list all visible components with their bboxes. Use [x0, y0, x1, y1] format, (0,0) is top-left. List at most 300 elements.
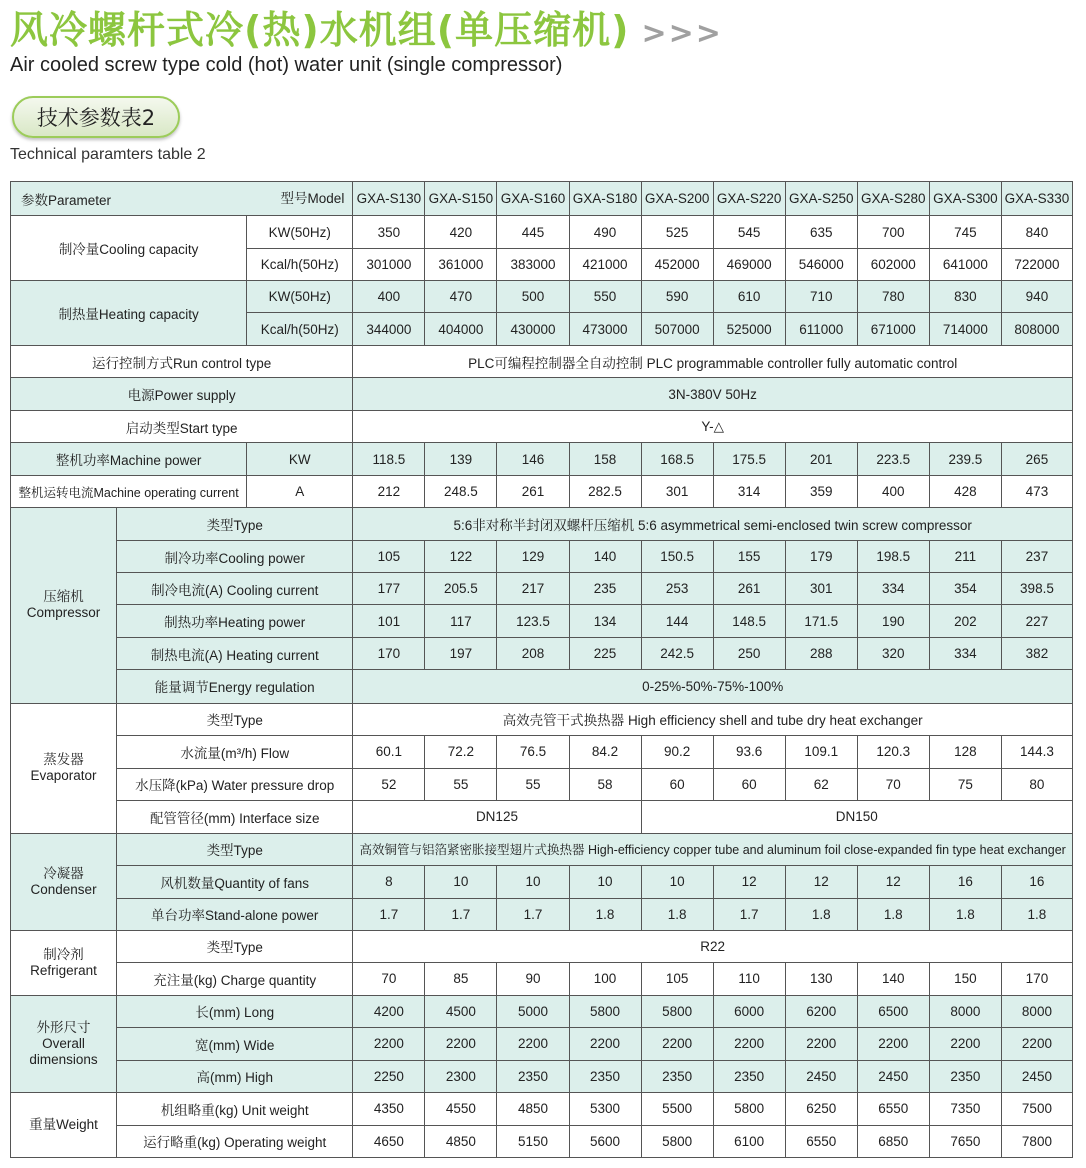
value-cell: 10: [641, 865, 713, 898]
value-cell: 421000: [569, 249, 641, 281]
value-cell: 700: [857, 216, 929, 249]
table-row: [11, 670, 1073, 703]
value-cell: 2450: [857, 1060, 929, 1092]
value-cell: 671000: [857, 313, 929, 346]
value-cell: 602000: [857, 249, 929, 281]
section-subtitle: Technical paramters table 2: [10, 146, 206, 163]
unit-cell: A: [247, 476, 353, 508]
value-cell: 710: [785, 281, 857, 313]
table-row: [11, 573, 1073, 605]
value-cell: 400: [857, 476, 929, 508]
value-cell: 201: [785, 443, 857, 476]
value-cell: 100: [569, 962, 641, 995]
value-cell: 452000: [641, 249, 713, 281]
value-cell: 202: [929, 605, 1001, 638]
model-header: GXA-S180: [569, 182, 641, 216]
row-label: 制热电流(A) Heating current: [117, 638, 353, 670]
value-cell: 5800: [641, 1125, 713, 1157]
value-cell: 205.5: [425, 573, 497, 605]
row-label: 类型Type: [117, 930, 353, 962]
span-value: DN125: [353, 800, 641, 833]
value-cell: 16: [1001, 865, 1072, 898]
value-cell: 2200: [857, 1027, 929, 1060]
row-label: 高(mm) High: [117, 1060, 353, 1092]
row-label: 水流量(m³/h) Flow: [117, 735, 353, 768]
value-cell: 2200: [785, 1027, 857, 1060]
value-cell: 7500: [1001, 1092, 1072, 1125]
group-label-cn: 蒸发器: [43, 752, 84, 768]
value-cell: 12: [785, 865, 857, 898]
value-cell: 155: [713, 541, 785, 573]
value-cell: 85: [425, 962, 497, 995]
value-cell: 10: [425, 865, 497, 898]
model-header: GXA-S250: [785, 182, 857, 216]
value-cell: 6850: [857, 1125, 929, 1157]
value-cell: 12: [713, 865, 785, 898]
value-cell: 223.5: [857, 443, 929, 476]
model-header: GXA-S330: [1001, 182, 1072, 216]
group-label: [11, 995, 117, 1092]
table-row: [11, 930, 1073, 962]
value-cell: 383000: [497, 249, 569, 281]
value-cell: 84.2: [569, 735, 641, 768]
value-cell: 500: [497, 281, 569, 313]
value-cell: 4650: [353, 1125, 425, 1157]
row-label: 运行略重(kg) Operating weight: [117, 1125, 353, 1157]
value-cell: 150: [929, 962, 1001, 995]
value-cell: 507000: [641, 313, 713, 346]
group-label: [11, 930, 117, 995]
value-cell: 122: [425, 541, 497, 573]
value-cell: 158: [569, 443, 641, 476]
value-cell: 428: [929, 476, 1001, 508]
value-cell: 5000: [497, 995, 569, 1027]
value-cell: 610: [713, 281, 785, 313]
value-cell: 8: [353, 865, 425, 898]
table-row: [11, 833, 1073, 865]
row-label: 运行控制方式Run control type: [11, 346, 353, 378]
value-cell: 2350: [569, 1060, 641, 1092]
unit-cell: Kcal/h(50Hz): [247, 313, 353, 346]
value-cell: 208: [497, 638, 569, 670]
group-label: [11, 508, 117, 703]
group-label-cn: 压缩机: [43, 589, 84, 605]
value-cell: 745: [929, 216, 1001, 249]
value-cell: 2200: [1001, 1027, 1072, 1060]
value-cell: 6100: [713, 1125, 785, 1157]
span-value: 高效壳管干式换热器 High efficiency shell and tube dry heat exchanger: [353, 703, 1073, 735]
value-cell: 70: [353, 962, 425, 995]
value-cell: 400: [353, 281, 425, 313]
row-label: 配管管径(mm) Interface size: [117, 800, 353, 833]
row-label: 类型Type: [117, 703, 353, 735]
model-header: GXA-S200: [641, 182, 713, 216]
value-cell: 140: [569, 541, 641, 573]
value-cell: 179: [785, 541, 857, 573]
value-cell: 808000: [1001, 313, 1072, 346]
value-cell: 361000: [425, 249, 497, 281]
value-cell: 60: [641, 768, 713, 800]
value-cell: 1.8: [641, 898, 713, 930]
value-cell: 420: [425, 216, 497, 249]
row-label: 制热功率Heating power: [117, 605, 353, 638]
value-cell: 144: [641, 605, 713, 638]
group-label: [11, 833, 117, 930]
value-cell: 334: [857, 573, 929, 605]
unit-cell: Kcal/h(50Hz): [247, 249, 353, 281]
table-row: [11, 476, 1073, 508]
row-label: 能量调节Energy regulation: [117, 670, 353, 703]
group-label-cn: 冷凝器: [43, 865, 84, 881]
value-cell: 52: [353, 768, 425, 800]
value-cell: 7650: [929, 1125, 1001, 1157]
value-cell: 2200: [929, 1027, 1001, 1060]
table-row: [11, 182, 1073, 216]
value-cell: 635: [785, 216, 857, 249]
value-cell: 76.5: [497, 735, 569, 768]
value-cell: 469000: [713, 249, 785, 281]
group-label-en: Condenser: [30, 881, 97, 897]
value-cell: 840: [1001, 216, 1072, 249]
value-cell: 830: [929, 281, 1001, 313]
table-row: [11, 1060, 1073, 1092]
table-row: [11, 411, 1073, 443]
table-row: [11, 443, 1073, 476]
value-cell: 2200: [353, 1027, 425, 1060]
value-cell: 177: [353, 573, 425, 605]
value-cell: 261: [713, 573, 785, 605]
value-cell: 248.5: [425, 476, 497, 508]
value-cell: 590: [641, 281, 713, 313]
value-cell: 117: [425, 605, 497, 638]
value-cell: 2450: [785, 1060, 857, 1092]
unit-cell: KW(50Hz): [247, 216, 353, 249]
value-cell: 211: [929, 541, 1001, 573]
value-cell: 350: [353, 216, 425, 249]
value-cell: 2200: [569, 1027, 641, 1060]
value-cell: 120.3: [857, 735, 929, 768]
value-cell: 10: [497, 865, 569, 898]
value-cell: 105: [353, 541, 425, 573]
value-cell: 5500: [641, 1092, 713, 1125]
value-cell: 314: [713, 476, 785, 508]
value-cell: 301000: [353, 249, 425, 281]
span-value: R22: [353, 930, 1073, 962]
value-cell: 12: [857, 865, 929, 898]
value-cell: 139: [425, 443, 497, 476]
group-label-en: Evaporator: [30, 768, 97, 784]
value-cell: 2200: [425, 1027, 497, 1060]
value-cell: 62: [785, 768, 857, 800]
group-label-en: Compressor: [26, 605, 101, 621]
value-cell: 1.8: [569, 898, 641, 930]
value-cell: 2200: [713, 1027, 785, 1060]
row-label: 充注量(kg) Charge quantity: [117, 962, 353, 995]
row-label: 制冷电流(A) Cooling current: [117, 573, 353, 605]
value-cell: 473: [1001, 476, 1072, 508]
value-cell: 4500: [425, 995, 497, 1027]
section-label-pill: 技术参数表2: [12, 96, 180, 138]
value-cell: 288: [785, 638, 857, 670]
value-cell: 109.1: [785, 735, 857, 768]
value-cell: 4850: [497, 1092, 569, 1125]
value-cell: 470: [425, 281, 497, 313]
value-cell: 146: [497, 443, 569, 476]
value-cell: 242.5: [641, 638, 713, 670]
value-cell: 2200: [641, 1027, 713, 1060]
span-value: Y-△: [353, 411, 1073, 443]
value-cell: 2300: [425, 1060, 497, 1092]
row-label: 单台功率Stand-alone power: [117, 898, 353, 930]
value-cell: 253: [641, 573, 713, 605]
value-cell: 170: [1001, 962, 1072, 995]
table-row: [11, 800, 1073, 833]
value-cell: 6550: [857, 1092, 929, 1125]
model-header: GXA-S220: [713, 182, 785, 216]
table-row: [11, 1027, 1073, 1060]
value-cell: 197: [425, 638, 497, 670]
row-label: 机组略重(kg) Unit weight: [117, 1092, 353, 1125]
value-cell: 1.8: [929, 898, 1001, 930]
value-cell: 144.3: [1001, 735, 1072, 768]
header-corner-cell: [11, 182, 353, 216]
value-cell: 4350: [353, 1092, 425, 1125]
value-cell: 714000: [929, 313, 1001, 346]
value-cell: 430000: [497, 313, 569, 346]
row-label: 长(mm) Long: [117, 995, 353, 1027]
group-label-cn: 制冷剂: [43, 946, 84, 962]
table-row: [11, 768, 1073, 800]
table-row: [11, 962, 1073, 995]
table-row: [11, 541, 1073, 573]
table-row: [11, 216, 1073, 249]
value-cell: 2350: [497, 1060, 569, 1092]
value-cell: 237: [1001, 541, 1072, 573]
value-cell: 60: [713, 768, 785, 800]
value-cell: 344000: [353, 313, 425, 346]
table-row: [11, 1092, 1073, 1125]
value-cell: 123.5: [497, 605, 569, 638]
value-cell: 225: [569, 638, 641, 670]
model-header: GXA-S160: [497, 182, 569, 216]
value-cell: 550: [569, 281, 641, 313]
value-cell: 90: [497, 962, 569, 995]
value-cell: 6200: [785, 995, 857, 1027]
value-cell: 55: [425, 768, 497, 800]
value-cell: 129: [497, 541, 569, 573]
value-cell: 1.8: [1001, 898, 1072, 930]
model-header: GXA-S150: [425, 182, 497, 216]
group-label-en: Refrigerant: [30, 962, 97, 978]
value-cell: 217: [497, 573, 569, 605]
value-cell: 16: [929, 865, 1001, 898]
row-label: 制热量Heating capacity: [11, 281, 247, 346]
value-cell: 7800: [1001, 1125, 1072, 1157]
value-cell: 175.5: [713, 443, 785, 476]
value-cell: 382: [1001, 638, 1072, 670]
value-cell: 5150: [497, 1125, 569, 1157]
table-row: [11, 346, 1073, 378]
group-label: [11, 703, 117, 833]
table-row: [11, 865, 1073, 898]
value-cell: 198.5: [857, 541, 929, 573]
value-cell: 212: [353, 476, 425, 508]
value-cell: 641000: [929, 249, 1001, 281]
unit-cell: KW: [247, 443, 353, 476]
value-cell: 8000: [1001, 995, 1072, 1027]
value-cell: 168.5: [641, 443, 713, 476]
value-cell: 2350: [713, 1060, 785, 1092]
value-cell: 118.5: [353, 443, 425, 476]
table-row: [11, 638, 1073, 670]
group-label-cn: 外形尺寸: [36, 1019, 91, 1035]
row-label: 宽(mm) Wide: [117, 1027, 353, 1060]
value-cell: 4200: [353, 995, 425, 1027]
value-cell: 6250: [785, 1092, 857, 1125]
table-row: [11, 378, 1073, 411]
table-row: [11, 898, 1073, 930]
value-cell: 780: [857, 281, 929, 313]
value-cell: 4850: [425, 1125, 497, 1157]
value-cell: 1.7: [425, 898, 497, 930]
value-cell: 490: [569, 216, 641, 249]
unit-cell: KW(50Hz): [247, 281, 353, 313]
value-cell: 10: [569, 865, 641, 898]
value-cell: 60.1: [353, 735, 425, 768]
value-cell: 320: [857, 638, 929, 670]
row-label: 启动类型Start type: [11, 411, 353, 443]
value-cell: 1.7: [497, 898, 569, 930]
value-cell: 105: [641, 962, 713, 995]
value-cell: 6000: [713, 995, 785, 1027]
span-value: PLC可编程控制器全自动控制 PLC programmable controller fully automatic control: [353, 346, 1073, 378]
value-cell: 239.5: [929, 443, 1001, 476]
value-cell: 190: [857, 605, 929, 638]
value-cell: 404000: [425, 313, 497, 346]
table-row: [11, 281, 1073, 313]
value-cell: 5800: [569, 995, 641, 1027]
value-cell: 58: [569, 768, 641, 800]
value-cell: 5300: [569, 1092, 641, 1125]
value-cell: 1.7: [713, 898, 785, 930]
row-label: 类型Type: [117, 833, 353, 865]
table-row: [11, 995, 1073, 1027]
span-value: 0-25%-50%-75%-100%: [353, 670, 1073, 703]
value-cell: 2200: [497, 1027, 569, 1060]
value-cell: 6550: [785, 1125, 857, 1157]
value-cell: 8000: [929, 995, 1001, 1027]
value-cell: 150.5: [641, 541, 713, 573]
value-cell: 301: [785, 573, 857, 605]
row-label: 水压降(kPa) Water pressure drop: [117, 768, 353, 800]
value-cell: 4550: [425, 1092, 497, 1125]
row-label: 类型Type: [117, 508, 353, 541]
value-cell: 171.5: [785, 605, 857, 638]
value-cell: 545: [713, 216, 785, 249]
span-value: 高效铜管与铝箔紧密胀接型翅片式换热器 High-efficiency copper tube and aluminum foil close-expanded fin type heat exchanger: [353, 833, 1073, 865]
value-cell: 525000: [713, 313, 785, 346]
table-row: [11, 508, 1073, 541]
value-cell: 546000: [785, 249, 857, 281]
value-cell: 261: [497, 476, 569, 508]
value-cell: 75: [929, 768, 1001, 800]
value-cell: 101: [353, 605, 425, 638]
table-row: [11, 1125, 1073, 1157]
span-value: 5:6非对称半封闭双螺杆压缩机 5:6 asymmetrical semi-enclosed twin screw compressor: [353, 508, 1073, 541]
value-cell: 473000: [569, 313, 641, 346]
row-label: 电源Power supply: [11, 378, 353, 411]
value-cell: 110: [713, 962, 785, 995]
value-cell: 359: [785, 476, 857, 508]
value-cell: 5800: [641, 995, 713, 1027]
value-cell: 148.5: [713, 605, 785, 638]
value-cell: 7350: [929, 1092, 1001, 1125]
value-cell: 282.5: [569, 476, 641, 508]
table-row: [11, 605, 1073, 638]
value-cell: 170: [353, 638, 425, 670]
value-cell: 445: [497, 216, 569, 249]
value-cell: 940: [1001, 281, 1072, 313]
value-cell: 2450: [1001, 1060, 1072, 1092]
value-cell: 611000: [785, 313, 857, 346]
row-label: 整机运转电流Machine operating current: [11, 476, 247, 508]
group-label-en: Overall dimensions: [29, 1035, 98, 1067]
value-cell: 6500: [857, 995, 929, 1027]
value-cell: 525: [641, 216, 713, 249]
model-header: GXA-S280: [857, 182, 929, 216]
value-cell: 70: [857, 768, 929, 800]
spec-table: [10, 181, 1073, 1158]
value-cell: 134: [569, 605, 641, 638]
page-title-english: Air cooled screw type cold (hot) water unit (single compressor): [10, 54, 563, 76]
value-cell: 140: [857, 962, 929, 995]
value-cell: 80: [1001, 768, 1072, 800]
value-cell: 1.8: [857, 898, 929, 930]
value-cell: 354: [929, 573, 1001, 605]
value-cell: 227: [1001, 605, 1072, 638]
value-cell: 90.2: [641, 735, 713, 768]
value-cell: 130: [785, 962, 857, 995]
span-value: DN150: [641, 800, 1072, 833]
value-cell: 128: [929, 735, 1001, 768]
header-parameter-label: 参数Parameter: [21, 193, 112, 209]
model-header: GXA-S130: [353, 182, 425, 216]
value-cell: 1.8: [785, 898, 857, 930]
value-cell: 722000: [1001, 249, 1072, 281]
value-cell: 2350: [929, 1060, 1001, 1092]
value-cell: 265: [1001, 443, 1072, 476]
value-cell: 5800: [713, 1092, 785, 1125]
title-arrows: >>>: [641, 16, 723, 51]
value-cell: 235: [569, 573, 641, 605]
row-label: 风机数量Quantity of fans: [117, 865, 353, 898]
value-cell: 301: [641, 476, 713, 508]
value-cell: 334: [929, 638, 1001, 670]
group-label: 重量Weight: [11, 1092, 117, 1157]
value-cell: 93.6: [713, 735, 785, 768]
value-cell: 2250: [353, 1060, 425, 1092]
table-row: [11, 735, 1073, 768]
value-cell: 1.7: [353, 898, 425, 930]
row-label: 制冷功率Cooling power: [117, 541, 353, 573]
value-cell: 250: [713, 638, 785, 670]
model-header: GXA-S300: [929, 182, 1001, 216]
value-cell: 72.2: [425, 735, 497, 768]
value-cell: 2350: [641, 1060, 713, 1092]
value-cell: 398.5: [1001, 573, 1072, 605]
row-label: 制冷量Cooling capacity: [11, 216, 247, 281]
page-title: 风冷螺杆式冷(热)水机组(单压缩机) >>>: [10, 8, 723, 52]
